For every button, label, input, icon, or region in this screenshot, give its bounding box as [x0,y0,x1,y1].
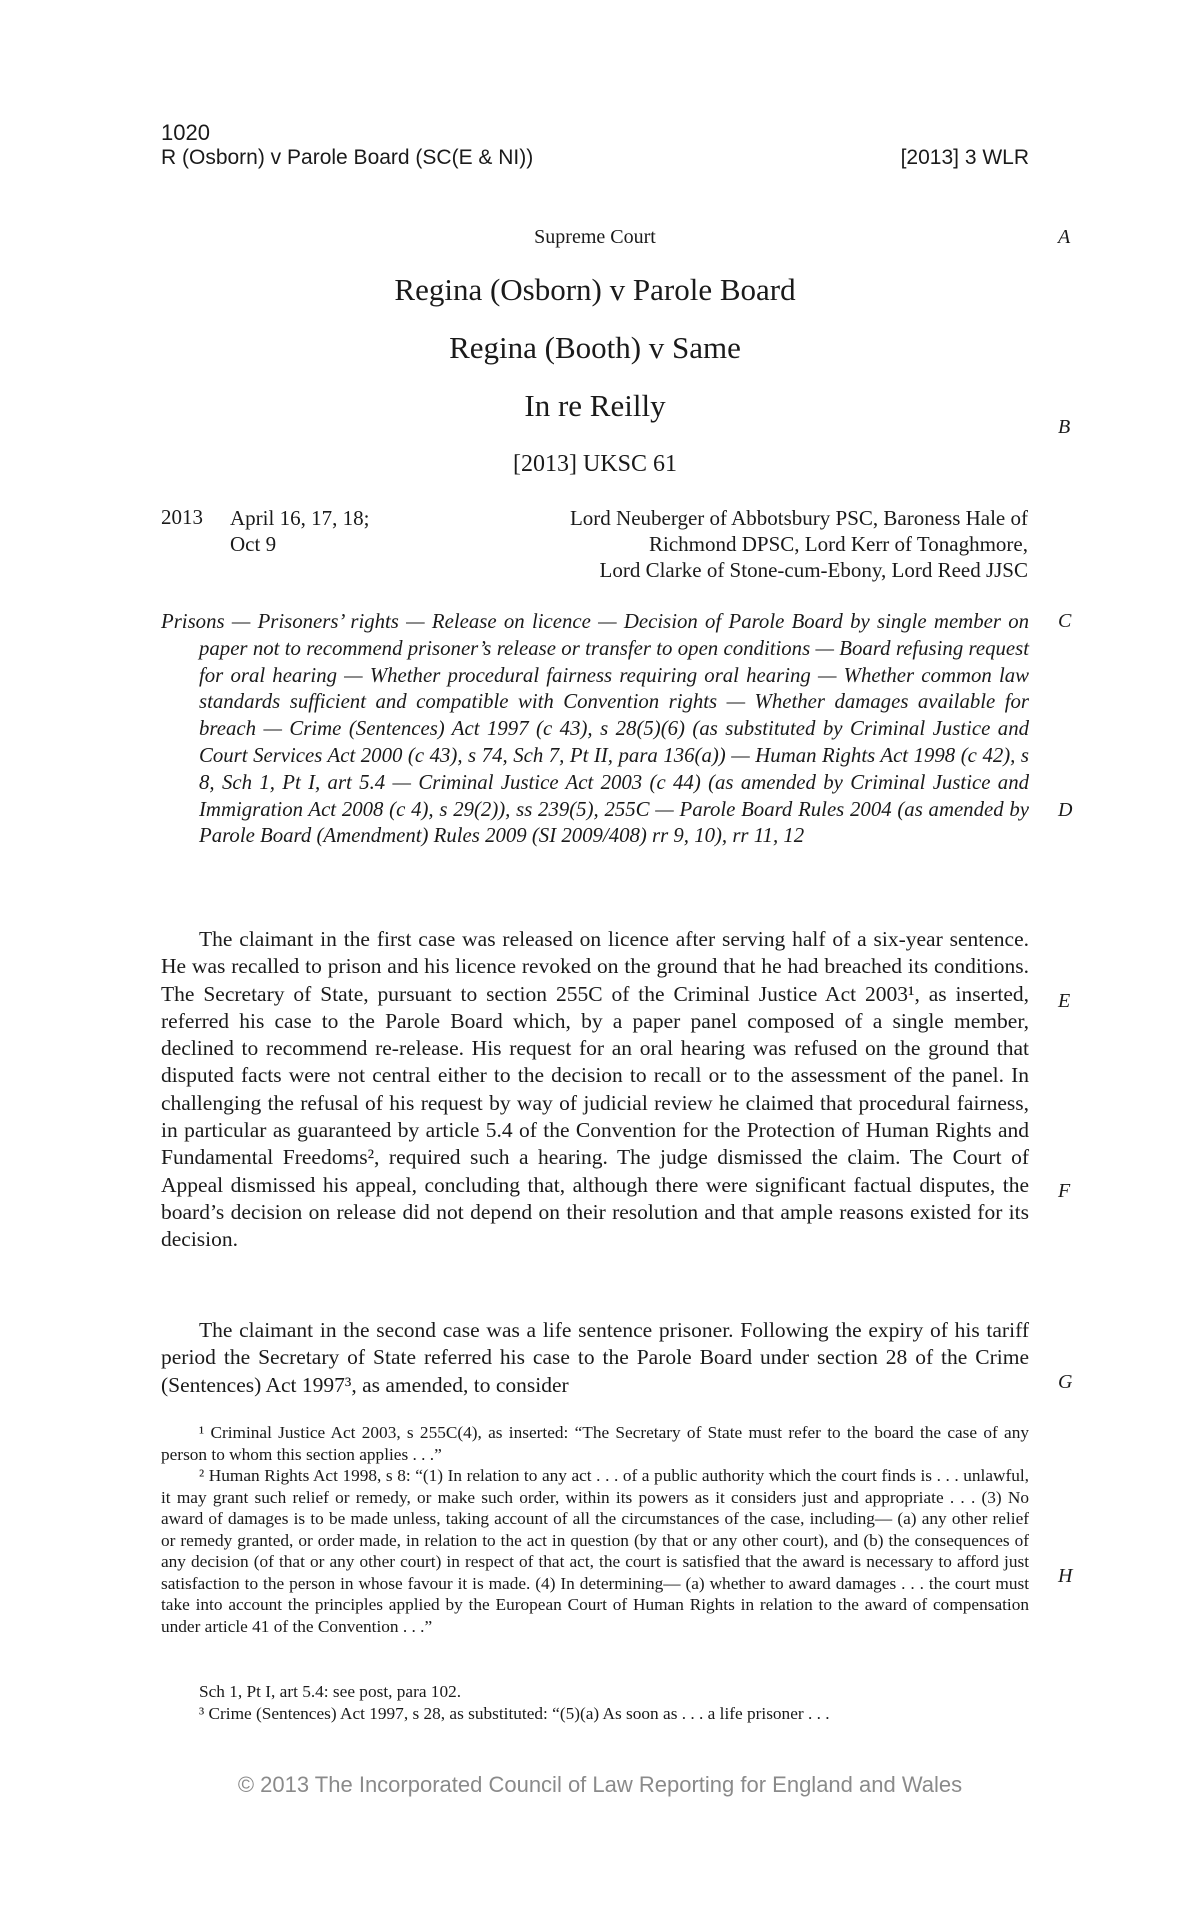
margin-letter-b: B [1058,416,1071,438]
case-name-3: In re Reilly [524,388,666,423]
footnote-2: ² Human Rights Act 1998, s 8: “(1) In relation to any act . . . of a public authority which the court finds is . . . unlawful, it may grant such relief or remedy, or make such order, within its powers as it considers just and appropriate . . . (3) No award of damages is to be made unless, taking account of all the circumstances of the case, including— (a) any other relief or remedy granted, or order made, in relation to the act in question (by that or any other court), and (b) the consequences of any decision (of that or any other court) in respect of that act, the court is satisfied that the award is necessary to afford just satisfaction to the person in whose favour it is made. (4) In determining— (a) whether to award damages . . . the court must take into account the principles applied by the European Court of Human Rights in relation to the award of compensation under article 41 of the Convention . . .” [161,1466,1029,1636]
margin-letter-h: H [1058,1565,1073,1587]
margin-letter-d: D [1058,799,1073,821]
case-name-1: Regina (Osborn) v Parole Board [394,272,796,307]
case-name-2: Regina (Booth) v Same [449,330,741,365]
headnote-paragraph-2: The claimant in the second case was a life sentence prisoner. Following the expiry of his tariff period the Secretary of State referred his case to the Parole Board under section 28 of the Crime (Sentences) Act 1997³, as amended, to consider [161,1318,1029,1397]
report-citation: [2013] 3 WLR [900,146,1029,169]
footnote-2-continuation: Sch 1, Pt I, art 5.4: see post, para 102. [199,1682,462,1701]
hearing-dates-line-1: April 16, 17, 18; [230,506,370,530]
headnote-paragraph-1: The claimant in the first case was released on licence after serving half of a six-year sentence. He was recalled to prison and his licence revoked on the ground that he had breached its conditions. The Secretary of State, pursuant to section 255C of the Criminal Justice Act 2003¹, as inserted, referred his case to the Parole Board which, by a paper panel composed of a single member, declined to recommend re-release. His request for an oral hearing was refused on the ground that disputed facts were not central either to the decision to recall or to the assessment of the panel. In challenging the refusal of his request by way of judicial review he claimed that procedural fairness, in particular as guaranteed by article 5.4 of the Convention for the Protection of Human Rights and Fundamental Freedoms², required such a hearing. The judge dismissed the claim. The Court of Appeal dismissed his appeal, concluding that, although there were significant factual disputes, the board’s decision on release did not depend on their resolution and that ample reasons existed for its decision. [161,927,1029,1252]
margin-letter-f: F [1058,1180,1071,1202]
copyright-notice: © 2013 The Incorporated Council of Law Reporting for England and Wales [237,1772,963,1797]
running-title: R (Osborn) v Parole Board (SC(E & NI)) [161,146,534,169]
court-name: Supreme Court [534,226,656,248]
margin-letter-g: G [1058,1371,1073,1393]
hearing-dates-line-2: Oct 9 [230,532,277,556]
margin-letter-a: A [1058,226,1071,248]
judges [470,505,1028,583]
margin-letter-c: C [1058,610,1072,632]
catchwords: Prisons — Prisoners’ rights — Release on licence — Decision of Parole Board by single member on paper not to recommend prisoner’s release or transfer to open conditions — Board refusing request for oral hearing — Whether procedural fairness requiring oral hearing — Whether common law standards sufficient and compatible with Convention rights — Whether damages available for breach — Crime (Sentences) Act 1997 (c 43), s 28(5)(6) (as substituted by Criminal Justice and Court Services Act 2000 (c 43), s 74, Sch 7, Pt II, para 136(a)) — Human Rights Act 1998 (c 42), s 8, Sch 1, Pt I, art 5.4 — Criminal Justice Act 2003 (c 44) (as amended by Criminal Justice and Immigration Act 2008 (c 4), s 29(2)), ss 239(5), 255C — Parole Board Rules 2004 (as amended by Parole Board (Amendment) Rules 2009 (SI 2009/408) rr 9, 10), rr 11, 12 [161,610,1029,848]
judges-line-2: Richmond DPSC, Lord Kerr of Tonaghmore, [648,532,1028,556]
footnote-1: ¹ Criminal Justice Act 2003, s 255C(4), as inserted: “The Secretary of State must refer to the board the case of any person to whom this section applies . . .” [161,1423,1029,1464]
neutral-citation: [2013] UKSC 61 [512,451,677,477]
margin-letter-e: E [1058,990,1071,1012]
footnote-3: ³ Crime (Sentences) Act 1997, s 28, as substituted: “(5)(a) As soon as . . . a life prisoner . . . [199,1704,830,1723]
hearing-dates [230,505,369,557]
judges-line-3: Lord Clarke of Stone-cum-Ebony, Lord Reed JJSC [599,558,1028,582]
judges-line-1: Lord Neuberger of Abbotsbury PSC, Baroness Hale of [569,506,1028,530]
hearing-year: 2013 [161,505,203,529]
page-number: 1020 [161,120,210,145]
